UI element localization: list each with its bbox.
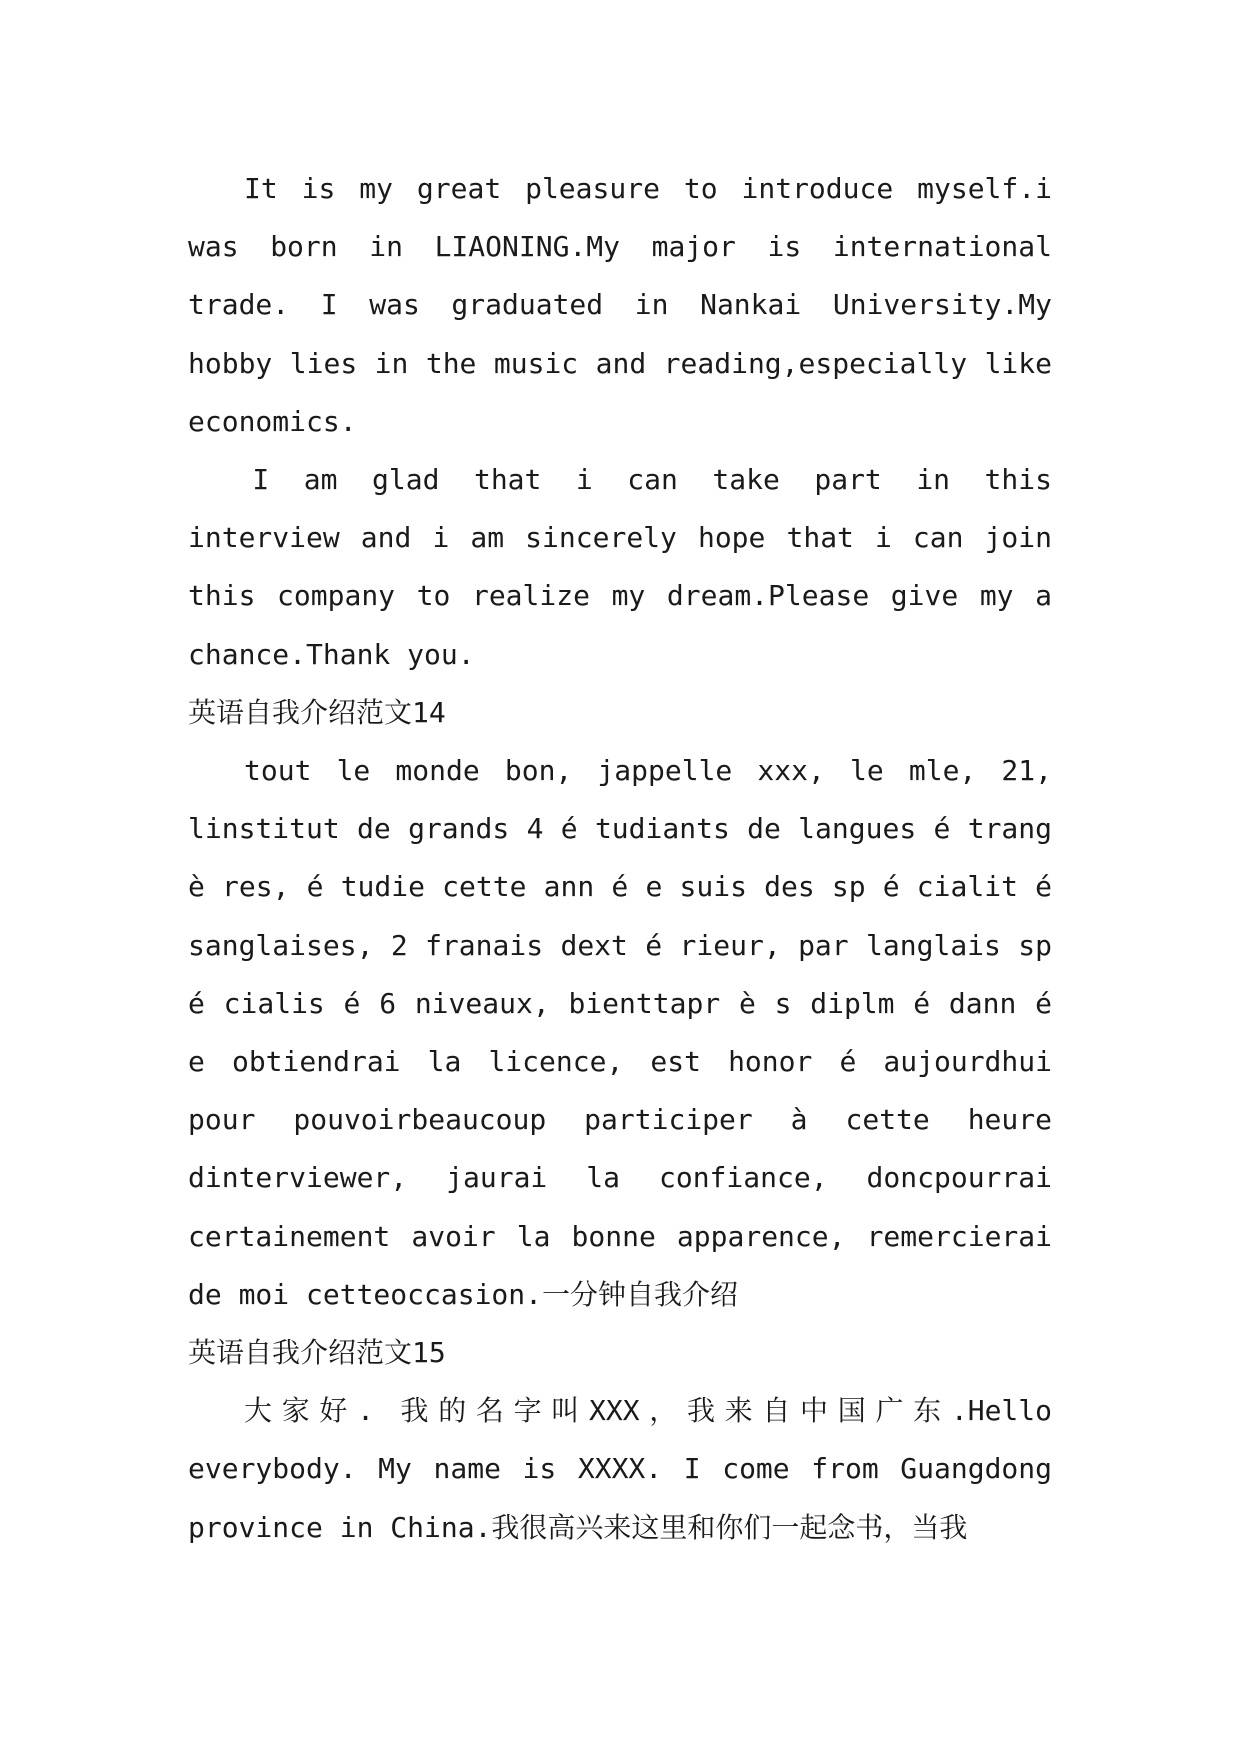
section-heading: 英语自我介绍范文15: [188, 1336, 446, 1370]
section-heading: 英语自我介绍范文14: [188, 695, 446, 729]
body-paragraph: tout le monde bon, jappelle xxx, le mle, 21, linstitut de grands 4 é tudiants de langues é trang è res, é tudie cette ann é e suis des sp é cialit é sanglaises, 2 franais dext é rieur, par langlais sp é cialis é 6 niveaux, bienttapr è s diplm é dann é e obtiendrai la licence, est honor é aujourdhui pour pouvoirbeaucoup participer à cette heure dinterviewer, jaurai la confiance, doncpourrai certainement avoir la bonne apparence, remercierai de moi cetteoccasion.一分钟自我介绍: [188, 754, 1052, 1311]
document-page: [188, 160, 1052, 1557]
body-paragraph: I am glad that i can take part in this interview and i am sincerely hope that i can join this company to realize my dream.Please give my a chance.Thank you.: [188, 463, 1052, 671]
body-paragraph: It is my great pleasure to introduce myself.i was born in LIAONING.My major is international trade. I was graduated in Nankai University.My hobby lies in the music and reading,especially like economics.: [188, 172, 1052, 438]
body-paragraph: 大家好. 我的名字叫XXX，我来自中国广东.Hello everybody. My name is XXXX. I come from Guangdong province in China.我很高兴来这里和你们一起念书，当我: [188, 1394, 1052, 1544]
